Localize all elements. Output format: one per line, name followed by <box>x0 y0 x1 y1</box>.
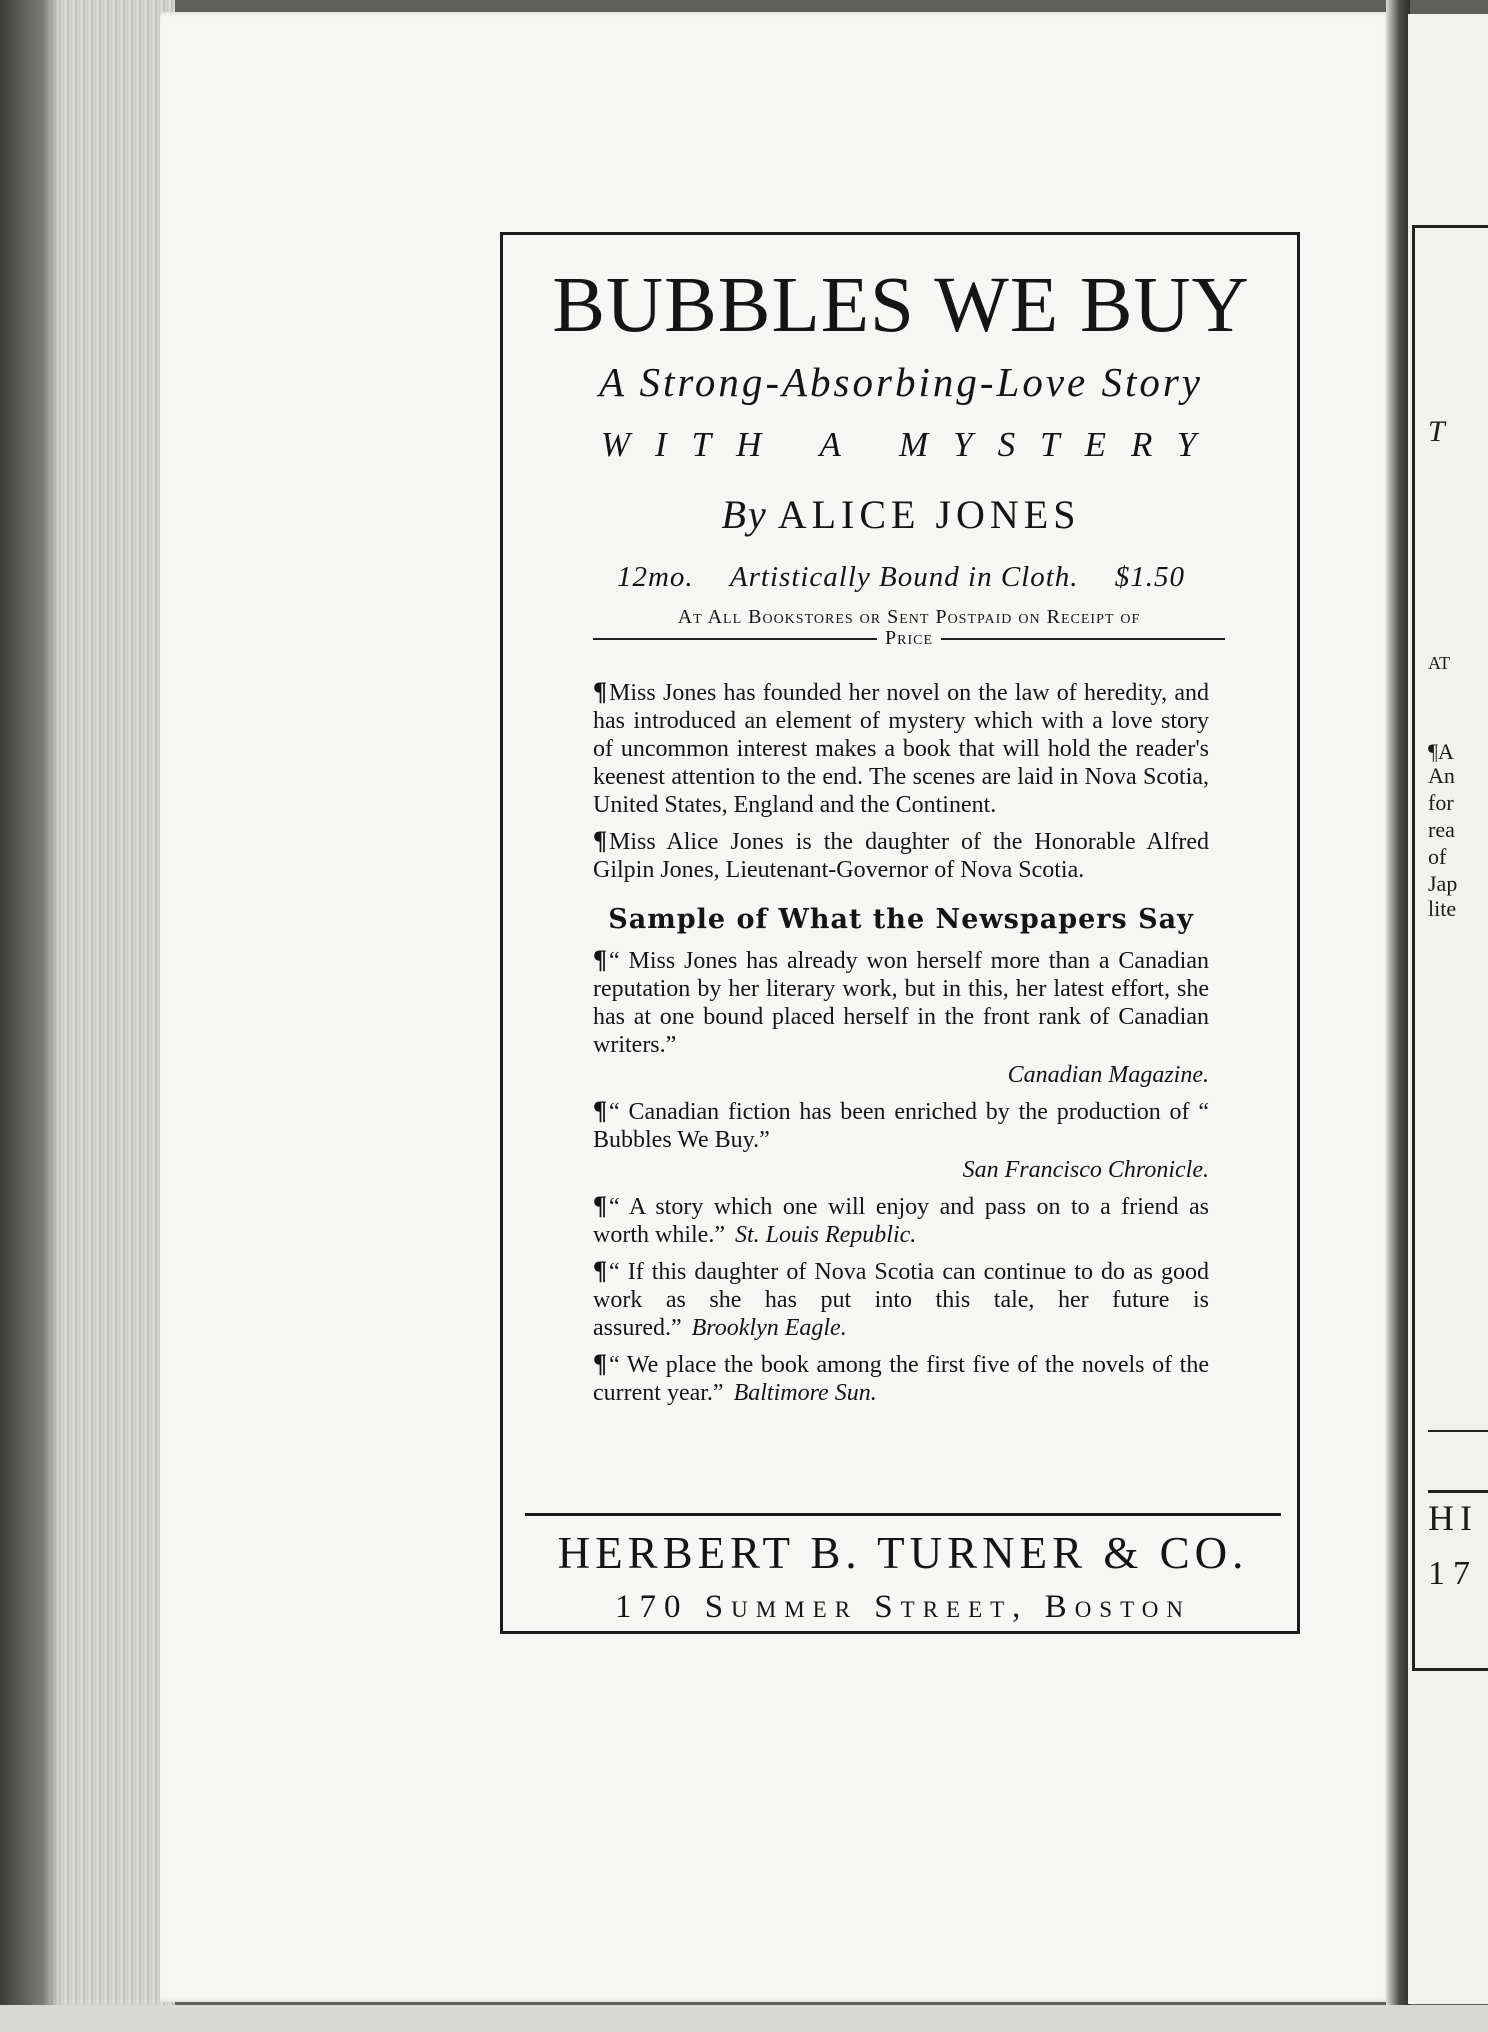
ad-body <box>593 678 1209 1407</box>
description-paragraph: ¶Miss Jones has founded her novel on the law of heredity, and has introduced an element of mystery which with a love story of uncommon interest makes a book that will hold the reader's keenest attention to the end. The scenes are laid in Nova Scotia, United States, England and the Continent. <box>593 677 1209 818</box>
publisher-name: HERBERT B. TURNER & CO. <box>557 1528 1249 1578</box>
review-source: Baltimore Sun. <box>733 1380 877 1406</box>
right-page-rule <box>1428 1490 1488 1493</box>
pilcrow-icon: ¶ <box>593 1096 608 1125</box>
pilcrow-icon: ¶ <box>593 945 608 974</box>
right-page-ad-border <box>1412 225 1488 1671</box>
right-fragment: AT <box>1428 653 1450 673</box>
author-name: ALICE JONES <box>777 492 1081 537</box>
rule-line <box>593 638 877 640</box>
review-quote: ¶“ A story which one will enjoy and pass on to a friend as worth while.” St. Louis Republic. <box>593 1191 1209 1248</box>
right-fragment: of <box>1428 844 1447 869</box>
review-quote: ¶“ Canadian fiction has been enriched by the production of “ Bubbles We Buy.” <box>593 1096 1209 1153</box>
rule-line <box>941 638 1225 640</box>
pilcrow-icon: ¶ <box>593 1256 608 1285</box>
right-page-rule <box>1428 1430 1488 1432</box>
review-quote: ¶“ If this daughter of Nova Scotia can continue to do as good work as she has put into this tale, her future is assured.” Brooklyn Eagle. <box>593 1256 1209 1341</box>
right-fragment: HI <box>1428 1498 1478 1538</box>
publisher-address: 170 Summer Street, Boston <box>615 1589 1191 1625</box>
right-fragment: ¶A <box>1428 739 1454 764</box>
review-source: Brooklyn Eagle. <box>691 1315 847 1341</box>
right-fragment: 17 <box>1428 1555 1478 1592</box>
right-fragment: An <box>1428 763 1455 788</box>
mystery-line: WITH A MYSTERY <box>600 425 1222 464</box>
book-gutter <box>1386 0 1410 2032</box>
right-fragment: lite <box>1428 896 1457 921</box>
review-source: Canadian Magazine. <box>1007 1062 1209 1088</box>
by-label: By <box>721 492 768 537</box>
book-spine-shadow <box>0 0 60 2032</box>
pilcrow-icon: ¶ <box>593 1349 608 1378</box>
right-fragment: for <box>1428 790 1454 815</box>
format-size: 12mo. <box>616 561 694 593</box>
review-source: St. Louis Republic. <box>734 1222 917 1248</box>
right-fragment: Jap <box>1428 871 1458 896</box>
pilcrow-icon: ¶ <box>593 677 608 706</box>
sales-line: At All Bookstores or Sent Postpaid on Receipt of <box>677 606 1141 628</box>
review-quote: ¶“ Miss Jones has already won herself more than a Canadian reputation by her literary work, but in this, her latest effort, she has at one bound placed herself in the front rank of Canadian writers.” <box>593 945 1209 1058</box>
book-advertisement <box>500 232 1300 1634</box>
reviews-heading: Sample of What the Newspapers Say <box>608 904 1194 935</box>
format-binding: Artistically Bound in Cloth. <box>729 561 1079 593</box>
book-subtitle: A Strong-Absorbing-Love Story <box>598 359 1204 405</box>
footer-rule <box>525 1513 1281 1516</box>
review-quote: ¶“ We place the book among the first five of the novels of the current year.” Baltimore Sun. <box>593 1349 1209 1406</box>
pilcrow-icon: ¶ <box>593 1191 608 1220</box>
sales-line-end: Price <box>885 627 934 649</box>
description-paragraph: ¶Miss Alice Jones is the daughter of the Honorable Alfred Gilpin Jones, Lieutenant-Governor of Nova Scotia. <box>593 826 1209 883</box>
book-price: $1.50 <box>1114 561 1186 593</box>
book-title: BUBBLES WE BUY <box>552 262 1250 349</box>
byline <box>521 491 1281 539</box>
sales-line-rule <box>593 627 1225 650</box>
right-fragment: rea <box>1428 817 1455 842</box>
review-source: San Francisco Chronicle. <box>962 1157 1209 1183</box>
bottom-page-edge <box>0 2005 1488 2032</box>
format-line <box>521 557 1281 597</box>
right-fragment: T <box>1428 415 1445 448</box>
pilcrow-icon: ¶ <box>593 826 608 855</box>
